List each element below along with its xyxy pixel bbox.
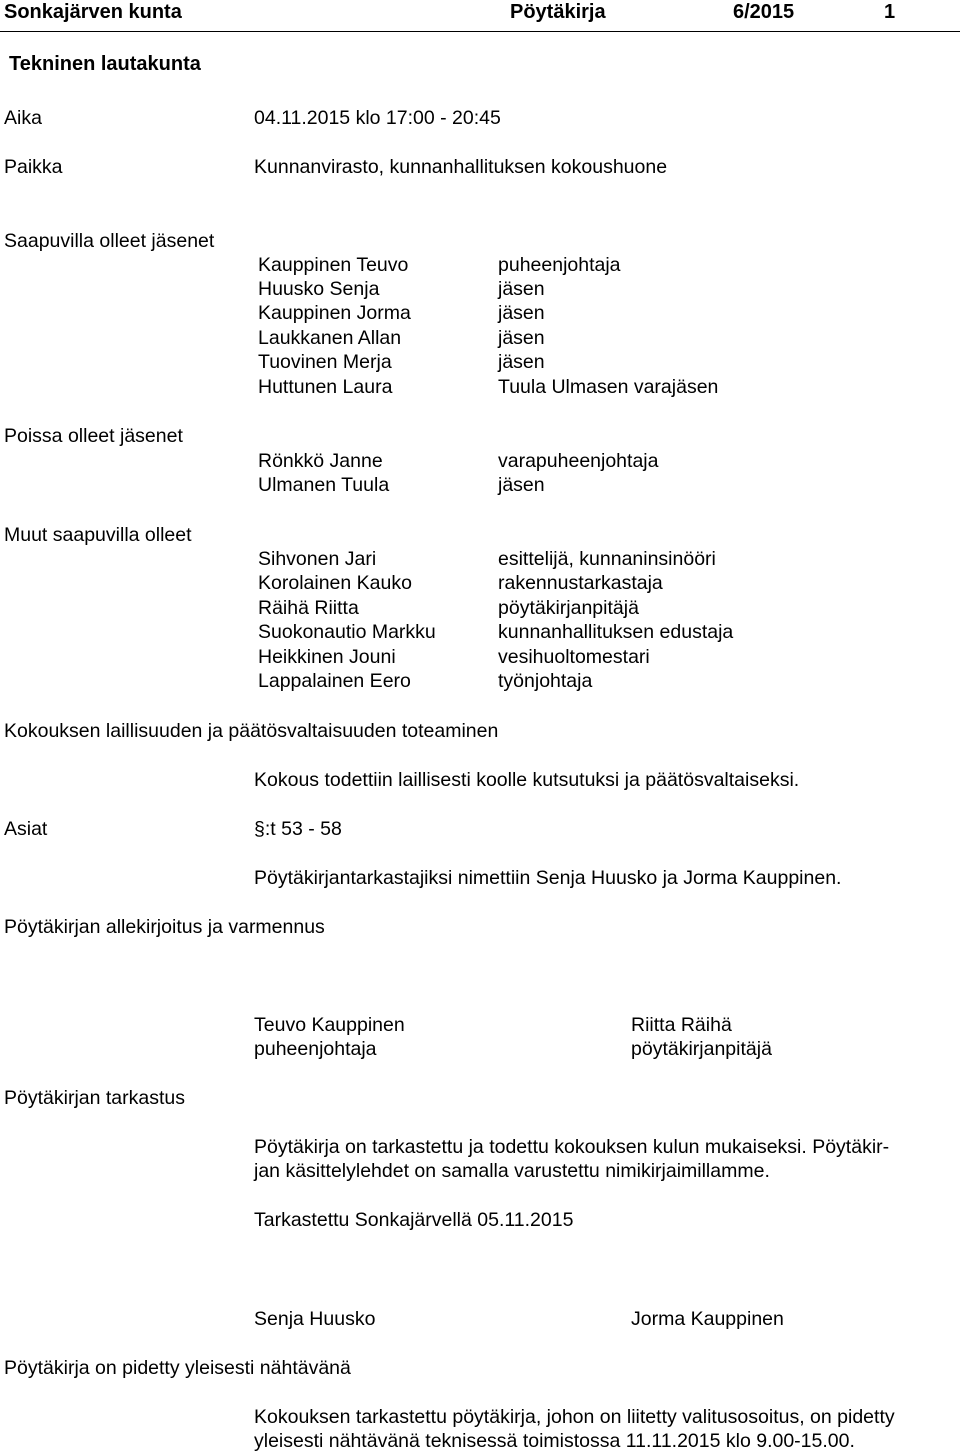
other-person-role: vesihuoltomestari: [498, 646, 650, 668]
present-member-role: jäsen: [498, 302, 545, 324]
matters-label: Asiat: [4, 818, 48, 840]
review-text: [254, 1135, 889, 1183]
document-type: Pöytäkirja: [510, 1, 606, 23]
other-person-name: Sihvonen Jari: [258, 548, 377, 570]
document-number: 6/2015: [733, 1, 795, 23]
legality-text: Kokous todettiin laillisesti koolle kutsutuksi ja päätösvaltaiseksi.: [254, 769, 800, 791]
public-text: [254, 1405, 895, 1453]
present-member-role: jäsen: [498, 278, 545, 300]
present-member-role: puheenjohtaja: [498, 254, 621, 276]
other-person-role: pöytäkirjanpitäjä: [498, 597, 639, 619]
chair-name: Teuvo Kauppinen: [254, 1014, 405, 1036]
public-text-line: Kokouksen tarkastettu pöytäkirja, johon on liitetty valitusosoitus, on pidetty: [254, 1406, 895, 1428]
signature-label: Pöytäkirjan allekirjoitus ja varmennus: [4, 916, 325, 938]
time-value: 04.11.2015 klo 17:00 - 20:45: [254, 107, 501, 129]
absent-member-role: varapuheenjohtaja: [498, 450, 659, 472]
present-member-role: jäsen: [498, 327, 545, 349]
municipality-name: Sonkajärven kunta: [4, 1, 182, 23]
absent-member-name: Ulmanen Tuula: [258, 474, 390, 496]
other-person-role: esittelijä, kunnaninsinööri: [498, 548, 716, 570]
absent-member-role: jäsen: [498, 474, 545, 496]
other-person-role: työnjohtaja: [498, 670, 593, 692]
other-person-role: kunnanhallituksen edustaja: [498, 621, 734, 643]
present-member-name: Tuovinen Merja: [258, 351, 392, 373]
legality-label: Kokouksen laillisuuden ja päätösvaltaisuuden toteaminen: [4, 720, 499, 742]
header-rule: [0, 31, 960, 32]
present-member-name: Laukkanen Allan: [258, 327, 402, 349]
others-label: Muut saapuvilla olleet: [4, 524, 192, 546]
board-name: Tekninen lautakunta: [9, 53, 201, 75]
absent-member-name: Rönkkö Janne: [258, 450, 383, 472]
review-text-line: Pöytäkirja on tarkastettu ja todettu kokouksen kulun mukaiseksi. Pöytäkir-: [254, 1136, 890, 1158]
other-person-name: Korolainen Kauko: [258, 572, 412, 594]
inspector-1-name: Senja Huusko: [254, 1308, 376, 1330]
public-label: Pöytäkirja on pidetty yleisesti nähtävänä: [4, 1357, 351, 1379]
public-text-line: yleisesti nähtävänä teknisessä toimistossa 11.11.2015 klo 9.00-15.00.: [254, 1430, 855, 1452]
absent-label: Poissa olleet jäsenet: [4, 425, 183, 447]
inspector-2-name: Jorma Kauppinen: [631, 1308, 784, 1330]
other-person-role: rakennustarkastaja: [498, 572, 663, 594]
present-member-name: Huusko Senja: [258, 278, 380, 300]
place-value: Kunnanvirasto, kunnanhallituksen kokoushuone: [254, 156, 668, 178]
other-person-name: Räihä Riitta: [258, 597, 359, 619]
review-text-line: jan käsittelylehdet on samalla varustettu nimikirjaimillamme.: [254, 1160, 770, 1182]
review-label: Pöytäkirjan tarkastus: [4, 1087, 185, 1109]
secretary-name: Riitta Räihä: [631, 1014, 732, 1036]
present-member-name: Huttunen Laura: [258, 376, 393, 398]
inspectors-text: Pöytäkirjantarkastajiksi nimettiin Senja Huusko ja Jorma Kauppinen.: [254, 867, 842, 889]
present-member-role: jäsen: [498, 351, 545, 373]
time-label: Aika: [4, 107, 42, 129]
secretary-role: pöytäkirjanpitäjä: [631, 1038, 772, 1060]
review-checked-date: Tarkastettu Sonkajärvellä 05.11.2015: [254, 1209, 574, 1231]
chair-role: puheenjohtaja: [254, 1038, 377, 1060]
present-member-name: Kauppinen Teuvo: [258, 254, 409, 276]
other-person-name: Lappalainen Eero: [258, 670, 411, 692]
other-person-name: Heikkinen Jouni: [258, 646, 396, 668]
present-member-name: Kauppinen Jorma: [258, 302, 411, 324]
other-person-name: Suokonautio Markku: [258, 621, 436, 643]
present-member-role: Tuula Ulmasen varajäsen: [498, 376, 719, 398]
place-label: Paikka: [4, 156, 63, 178]
present-label: Saapuvilla olleet jäsenet: [4, 230, 215, 252]
matters-value: §:t 53 - 58: [254, 818, 342, 840]
page-number: 1: [884, 1, 896, 23]
